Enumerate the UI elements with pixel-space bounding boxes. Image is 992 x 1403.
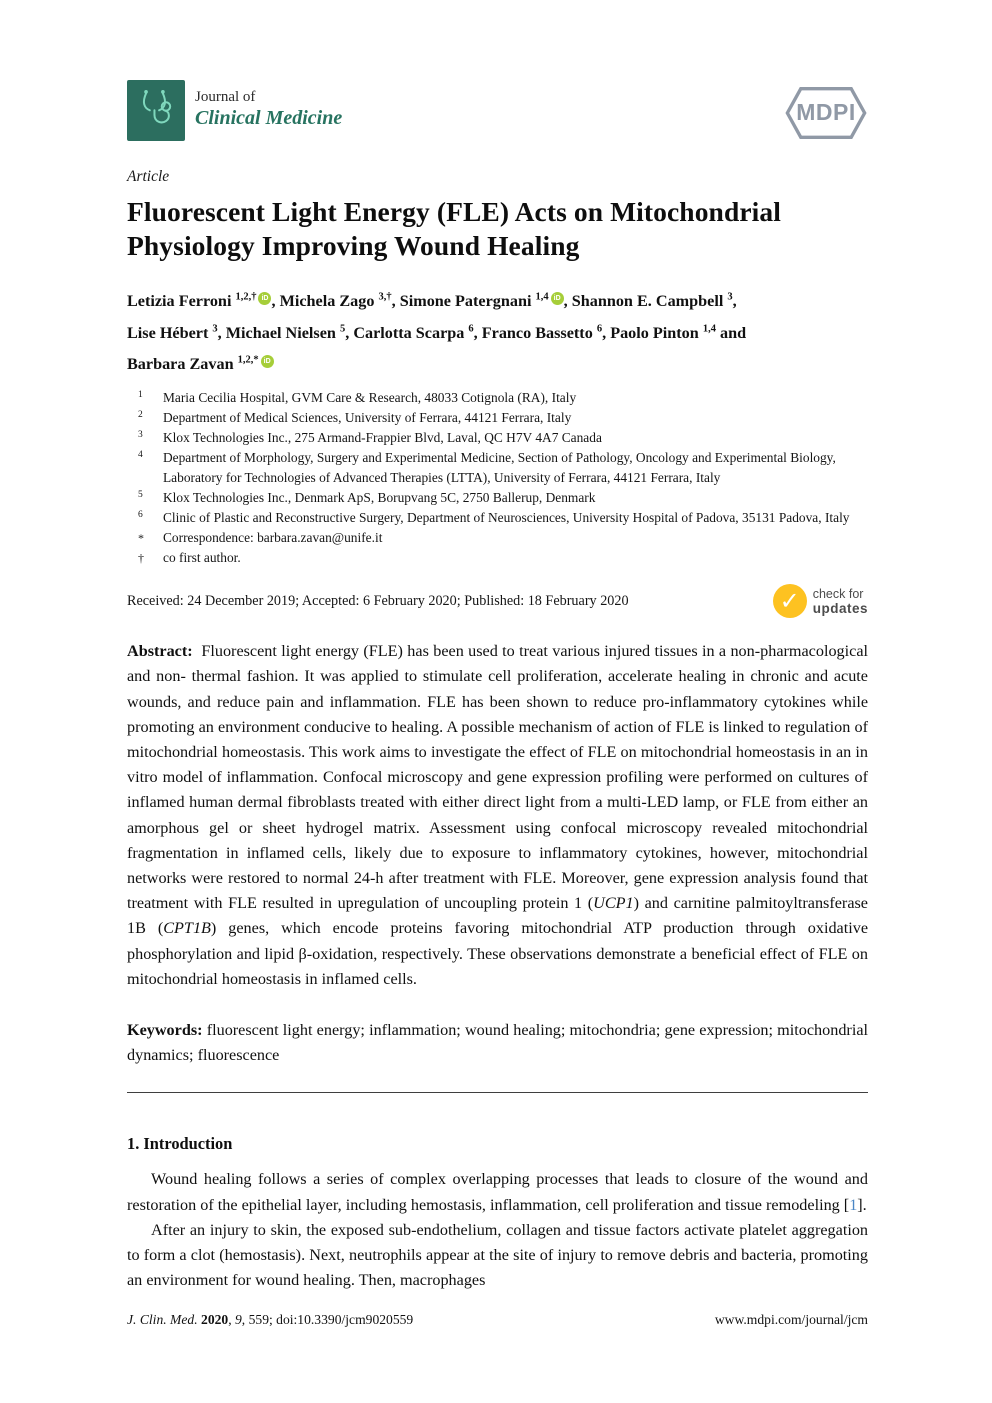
- abstract-label: Abstract:: [127, 642, 193, 661]
- masthead: [127, 80, 868, 142]
- journal-name: Clinical Medicine: [195, 107, 343, 129]
- section-heading-introduction: 1. Introduction: [127, 1134, 233, 1154]
- mdpi-wordmark: MDPI: [796, 98, 856, 125]
- keywords: Keywords: fluorescent light energy; inflammation; wound healing; mitochondria; gene expression; mitochondrial dynamics; fluorescence: [127, 1021, 868, 1065]
- affiliation-row: 6 Clinic of Plastic and Reconstructive Surgery, Department of Neurosciences, University Hospital of Padova, 35131 Padova, Italy: [138, 510, 850, 526]
- keywords-label: Keywords:: [127, 1021, 203, 1040]
- author: Carlotta Scarpa $^6$,: [353, 323, 482, 342]
- article-type-label: Article: [127, 168, 170, 185]
- author: Letizia Ferroni $^{1,2,\dagger}$ iD ,: [127, 292, 280, 311]
- author: Franco Bassetto $^6$,: [481, 323, 611, 342]
- stethoscope-icon: [133, 84, 179, 137]
- affiliation-row: 1 Maria Cecilia Hospital, GVM Care & Research, 48033 Cotignola (RA), Italy: [138, 390, 577, 406]
- jcm-logo-box: [127, 80, 185, 141]
- correspondence-email[interactable]: Correspondence: barbara.zavan@unife.it: [163, 530, 383, 546]
- section-divider: [127, 1092, 868, 1093]
- paper-title: Fluorescent Light Energy (FLE) Acts on Mitochondrial Physiology Improving Wound Healing: [127, 196, 781, 261]
- check-for-updates-badge[interactable]: ✓ check for updates: [773, 584, 868, 618]
- gene-name: UCP1: [593, 894, 634, 913]
- orcid-icon[interactable]: iD: [261, 355, 274, 368]
- correspondence-row: * Correspondence: barbara.zavan@unife.it: [127, 528, 868, 548]
- author: Barbara Zavan $^{1,2,*}$ iD: [127, 355, 274, 373]
- citation-line: J. Clin. Med. 2020, 9, 559; doi:10.3390/jcm9020559: [127, 1312, 414, 1327]
- author: Paolo Pinton $^{1,4}$ and: [610, 323, 747, 342]
- citation-link-1[interactable]: 1: [849, 1195, 858, 1214]
- journal-logo: [127, 80, 342, 141]
- journal-title-block: [195, 80, 342, 130]
- intro-paragraph-2: After an injury to skin, the exposed sub-endothelium, collagen and tissue factors activate platelet aggregation to form a clot (hemostasis). Next, neutrophils appear at the site of injury to remove debris and bacteria, promoting an environment for wound healing. Then, macrophages: [127, 1220, 868, 1290]
- affiliation-list: [127, 388, 868, 568]
- journal-url[interactable]: www.mdpi.com/journal/jcm: [714, 1312, 868, 1327]
- dates-row: [127, 584, 868, 618]
- page-footer: [127, 1312, 868, 1328]
- gene-name: CPT1B: [163, 919, 211, 938]
- journal-prefix: Journal of: [195, 89, 256, 105]
- mdpi-logo: [784, 84, 868, 142]
- orcid-icon[interactable]: iD: [551, 292, 564, 305]
- abstract: Abstract: Fluorescent light energy (FLE) has been used to treat various injured tissues in a non-pharmacological and non- thermal fashion. It was applied to stimulate cell proliferation, accelerate healing in chronic and acute wounds, and reduce pain and inflammation. FLE has been shown to reduce pro-inflammatory cytokines while promoting an environment conducive to healing. A possible mechanism of action of FLE is linked to regulation of mitochondrial homeostasis. This work aims to investigate the effect of FLE on mitochondrial homeostasis in an in vitro model of inflammation. Confocal microscopy and gene expression profiling were performed on cultures of inflamed human dermal fibroblasts treated with either direct light from a multi-LED lamp, or FLE from either an amorphous gel or sheet hydrogel matrix. Assessment using confocal microscopy revealed mitochondrial fragmentation in inflamed cells, likely due to exposure to inflammatory cytokines, however, mitochondrial networks were restored to normal 24-h after treatment with FLE. Moreover, gene expression analysis found that treatment with FLE resulted in upregulation of uncoupling protein 1 (UCP1) and carnitine palmitoyltransferase 1B (CPT1B) genes, which encode proteins favoring mitochondrial ATP production through oxidative phosphorylation and lipid β-oxidation, respectively. These observations demonstrate a beneficial effect of FLE on mitochondrial homeostasis in inflamed cells.: [127, 642, 869, 988]
- author: Michael Nielsen $^5$,: [225, 323, 354, 342]
- author: Simone Patergnani $^{1,4}$ iD ,: [399, 292, 572, 311]
- author-list: [127, 284, 868, 378]
- affiliation-row: 3 Klox Technologies Inc., 275 Armand-Frappier Blvd, Laval, QC H7V 4A7 Canada: [138, 430, 602, 446]
- affiliation-row: 5 Klox Technologies Inc., Denmark ApS, Borupvang 5C, 2750 Ballerup, Denmark: [138, 490, 596, 506]
- orcid-icon[interactable]: iD: [258, 292, 271, 305]
- author: Shannon E. Campbell $^3$,: [571, 292, 737, 311]
- author: Lise Hébert $^3$,: [127, 323, 226, 342]
- affiliation-row: 2 Department of Medical Sciences, University of Ferrara, 44121 Ferrara, Italy: [138, 410, 572, 426]
- check-icon: ✓: [773, 584, 807, 618]
- author: Michela Zago $^{3,\dagger}$,: [279, 292, 400, 311]
- co-first-author-row: † co first author.: [138, 550, 241, 566]
- affiliation-row: 4 Department of Morphology, Surgery and Experimental Medicine, Section of Pathology, Oncology and Experimental Biology, Laboratory for Technologies of Advanced Therapies (LTTA), University of Ferrara, 44121 Ferrara, Italy: [138, 450, 836, 486]
- intro-paragraph-1: Wound healing follows a series of complex overlapping processes that leads to closure of the wound and restoration of the epithelial layer, including hemostasis, inflammation, cell proliferation and tissue remodeling [1].: [127, 1170, 868, 1214]
- received-accepted-published: Received: 24 December 2019; Accepted: 6 February 2020; Published: 18 February 2020: [127, 592, 629, 609]
